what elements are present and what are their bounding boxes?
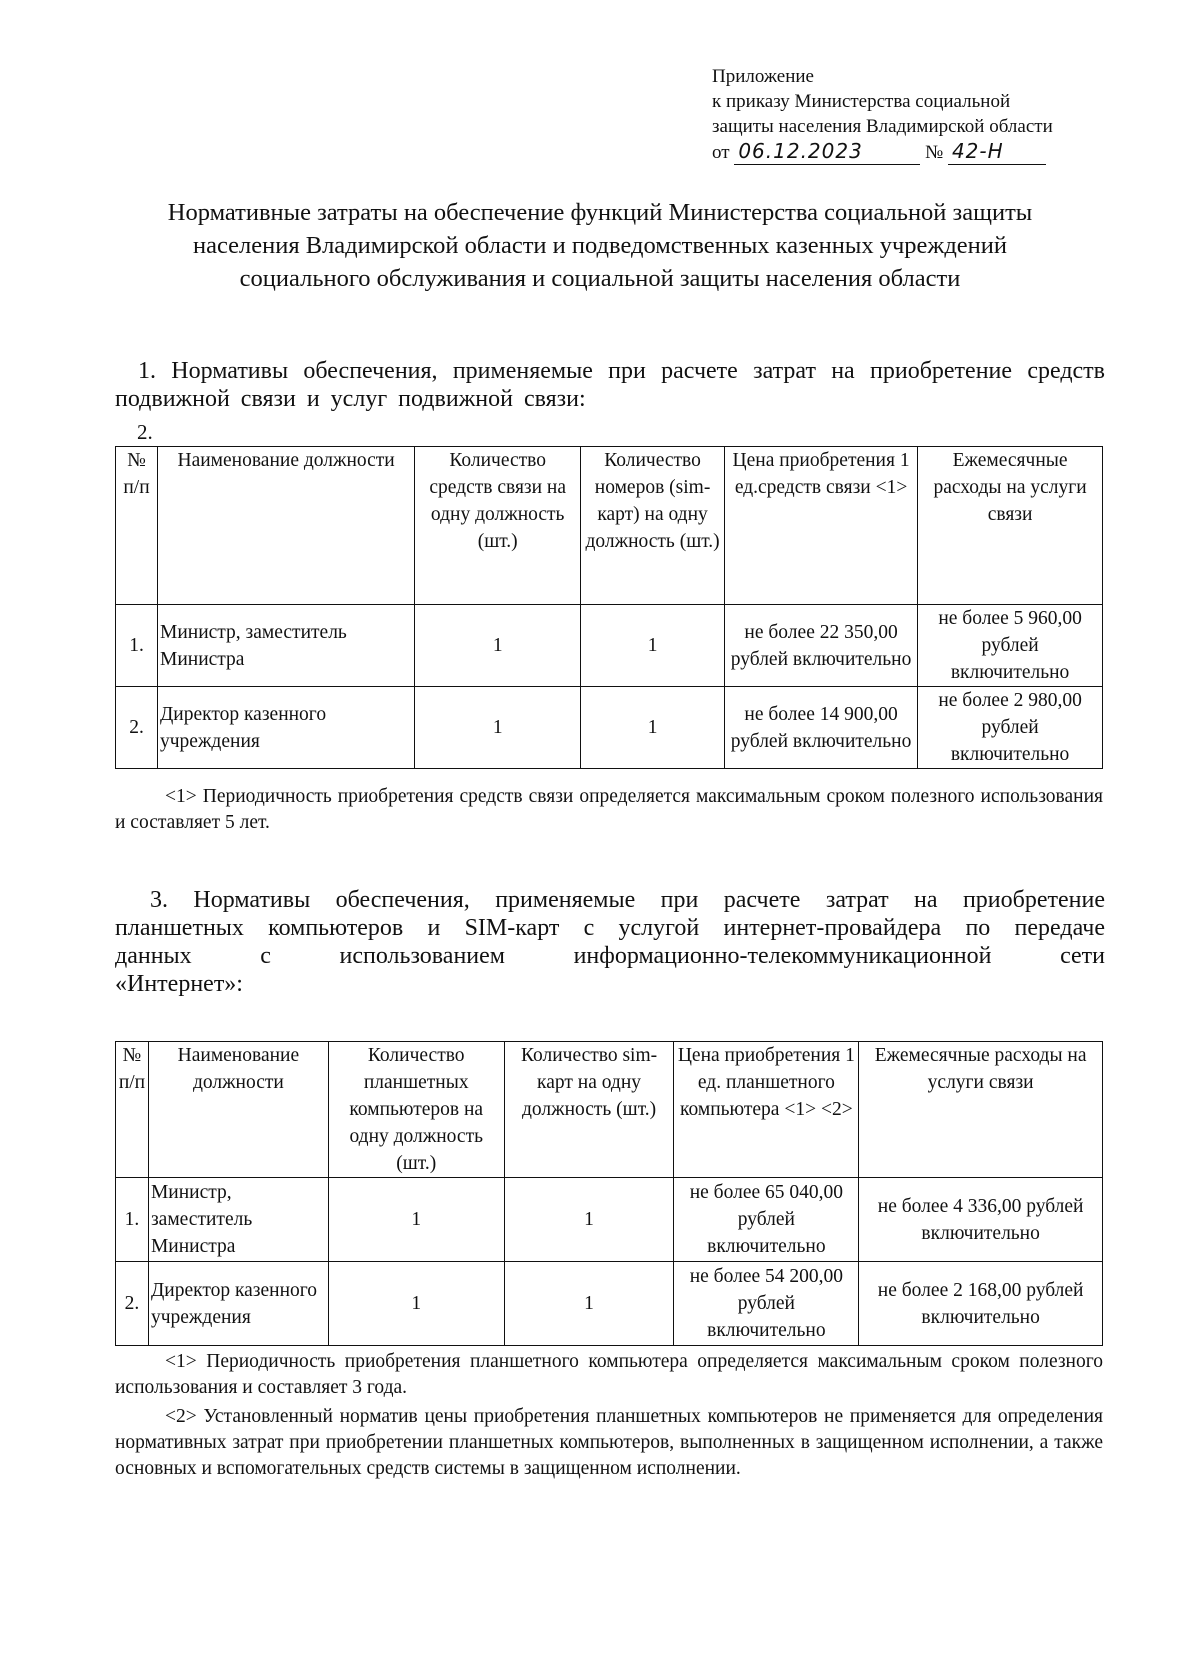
sim-count: 1	[581, 687, 725, 769]
title-line: социального обслуживания и социальной защиты населения области	[239, 265, 961, 292]
device-price: не более 14 900,00 рублей включительно	[724, 687, 917, 769]
tablet-price: не более 54 200,00 рублей включительно	[674, 1262, 859, 1346]
column-header: Наименование должности	[148, 1042, 328, 1178]
section-line: 3. Нормативы обеспечения, применяемые при расчете затрат на приобретение	[150, 887, 1105, 913]
column-header: Цена приобретения 1 ед.средств связи <1>	[724, 447, 917, 605]
title-line: населения Владимирской области и подведомственных казенных учреждений	[192, 232, 1007, 259]
footnote-1: <1> Периодичность приобретения средств связи определяется максимальным сроком полезного использования и составляет 5 лет.	[115, 786, 1103, 833]
section-number: 1.	[138, 358, 156, 384]
appendix-header	[712, 64, 1053, 165]
section-2-number: 2.	[137, 420, 153, 444]
position-name: Министр, заместитель Министра	[148, 1178, 328, 1262]
column-header: № п/п	[116, 1042, 149, 1178]
monthly-cost: не более 5 960,00 рублей включительно	[918, 605, 1103, 687]
date-prefix: от	[712, 142, 730, 163]
title-line: Нормативные затраты на обеспечение функций Министерства социальной защиты	[167, 199, 1033, 226]
position-name: Директор казенного учреждения	[158, 687, 415, 769]
device-count: 1	[415, 687, 581, 769]
footnote-2: <1> Периодичность приобретения планшетного компьютера определяется максимальным сроком полезного использования и составляет 3 года.	[115, 1351, 1103, 1398]
column-header: Количество номеров (sim-карт) на одну должность (шт.)	[581, 447, 725, 605]
section-1-text	[115, 357, 1105, 413]
position-name: Директор казенного учреждения	[148, 1262, 328, 1346]
sim-count: 1	[504, 1178, 674, 1262]
device-count: 1	[415, 605, 581, 687]
table-header-row	[116, 447, 1103, 605]
monthly-cost: не более 2 168,00 рублей включительно	[859, 1262, 1103, 1346]
table-row	[116, 605, 1103, 687]
monthly-cost: не более 2 980,00 рублей включительно	[918, 687, 1103, 769]
column-header: Ежемесячные расходы на услуги связи	[859, 1042, 1103, 1178]
column-header: Количество средств связи на одну должность (шт.)	[415, 447, 581, 605]
section-line: планшетных компьютеров и SIM-карт с услугой интернет-провайдера по передаче	[115, 915, 1105, 941]
tablet-count: 1	[328, 1262, 504, 1346]
section-line: данных с использованием информационно-телекоммуникационной сети	[115, 943, 1105, 969]
column-header: Цена приобретения 1 ед. планшетного компьютера <1> <2>	[674, 1042, 859, 1178]
document-title	[80, 196, 1120, 295]
order-date: 06.12.2023	[734, 139, 920, 165]
section-body: Нормативы обеспечения, применяемые при расчете затрат на приобретение средств подвижной связи и услуг подвижной связи:	[115, 358, 1106, 412]
appendix-label: Приложение	[712, 66, 814, 87]
ministry-reference: защиты населения Владимирской области	[712, 116, 1053, 137]
sim-count: 1	[504, 1262, 674, 1346]
sim-count: 1	[581, 605, 725, 687]
order-reference: к приказу Министерства социальной	[712, 91, 1011, 112]
monthly-cost: не более 4 336,00 рублей включительно	[859, 1178, 1103, 1262]
table-header-row	[116, 1042, 1103, 1178]
position-name: Министр, заместитель Министра	[158, 605, 415, 687]
tablet-computers-table	[115, 1041, 1103, 1346]
row-number: 2.	[116, 687, 158, 769]
row-number: 2.	[116, 1262, 149, 1346]
table-row	[116, 1262, 1103, 1346]
column-header: № п/п	[116, 447, 158, 605]
section-line: «Интернет»:	[115, 971, 243, 997]
row-number: 1.	[116, 605, 158, 687]
column-header: Ежемесячные расходы на услуги связи	[918, 447, 1103, 605]
mobile-communication-table	[115, 446, 1103, 769]
section-3-text	[115, 886, 1105, 998]
column-header: Количество планшетных компьютеров на одну должность (шт.)	[328, 1042, 504, 1178]
table-row	[116, 1178, 1103, 1262]
tablet-price: не более 65 040,00 рублей включительно	[674, 1178, 859, 1262]
order-date-number	[712, 139, 1053, 165]
number-prefix: №	[925, 142, 944, 163]
column-header: Количество sim-карт на одну должность (шт.)	[504, 1042, 674, 1178]
column-header: Наименование должности	[158, 447, 415, 605]
footnote-3: <2> Установленный норматив цены приобретения планшетных компьютеров не применяется для определения нормативных затрат при приобретении планшетных компьютеров, выполненных в защищенном исполнении, а также основных и вспомогательных средств системы в защищенном исполнении.	[115, 1406, 1103, 1479]
table-row	[116, 687, 1103, 769]
order-number: 42-Н	[948, 139, 1046, 165]
device-price: не более 22 350,00 рублей включительно	[724, 605, 917, 687]
tablet-count: 1	[328, 1178, 504, 1262]
row-number: 1.	[116, 1178, 149, 1262]
